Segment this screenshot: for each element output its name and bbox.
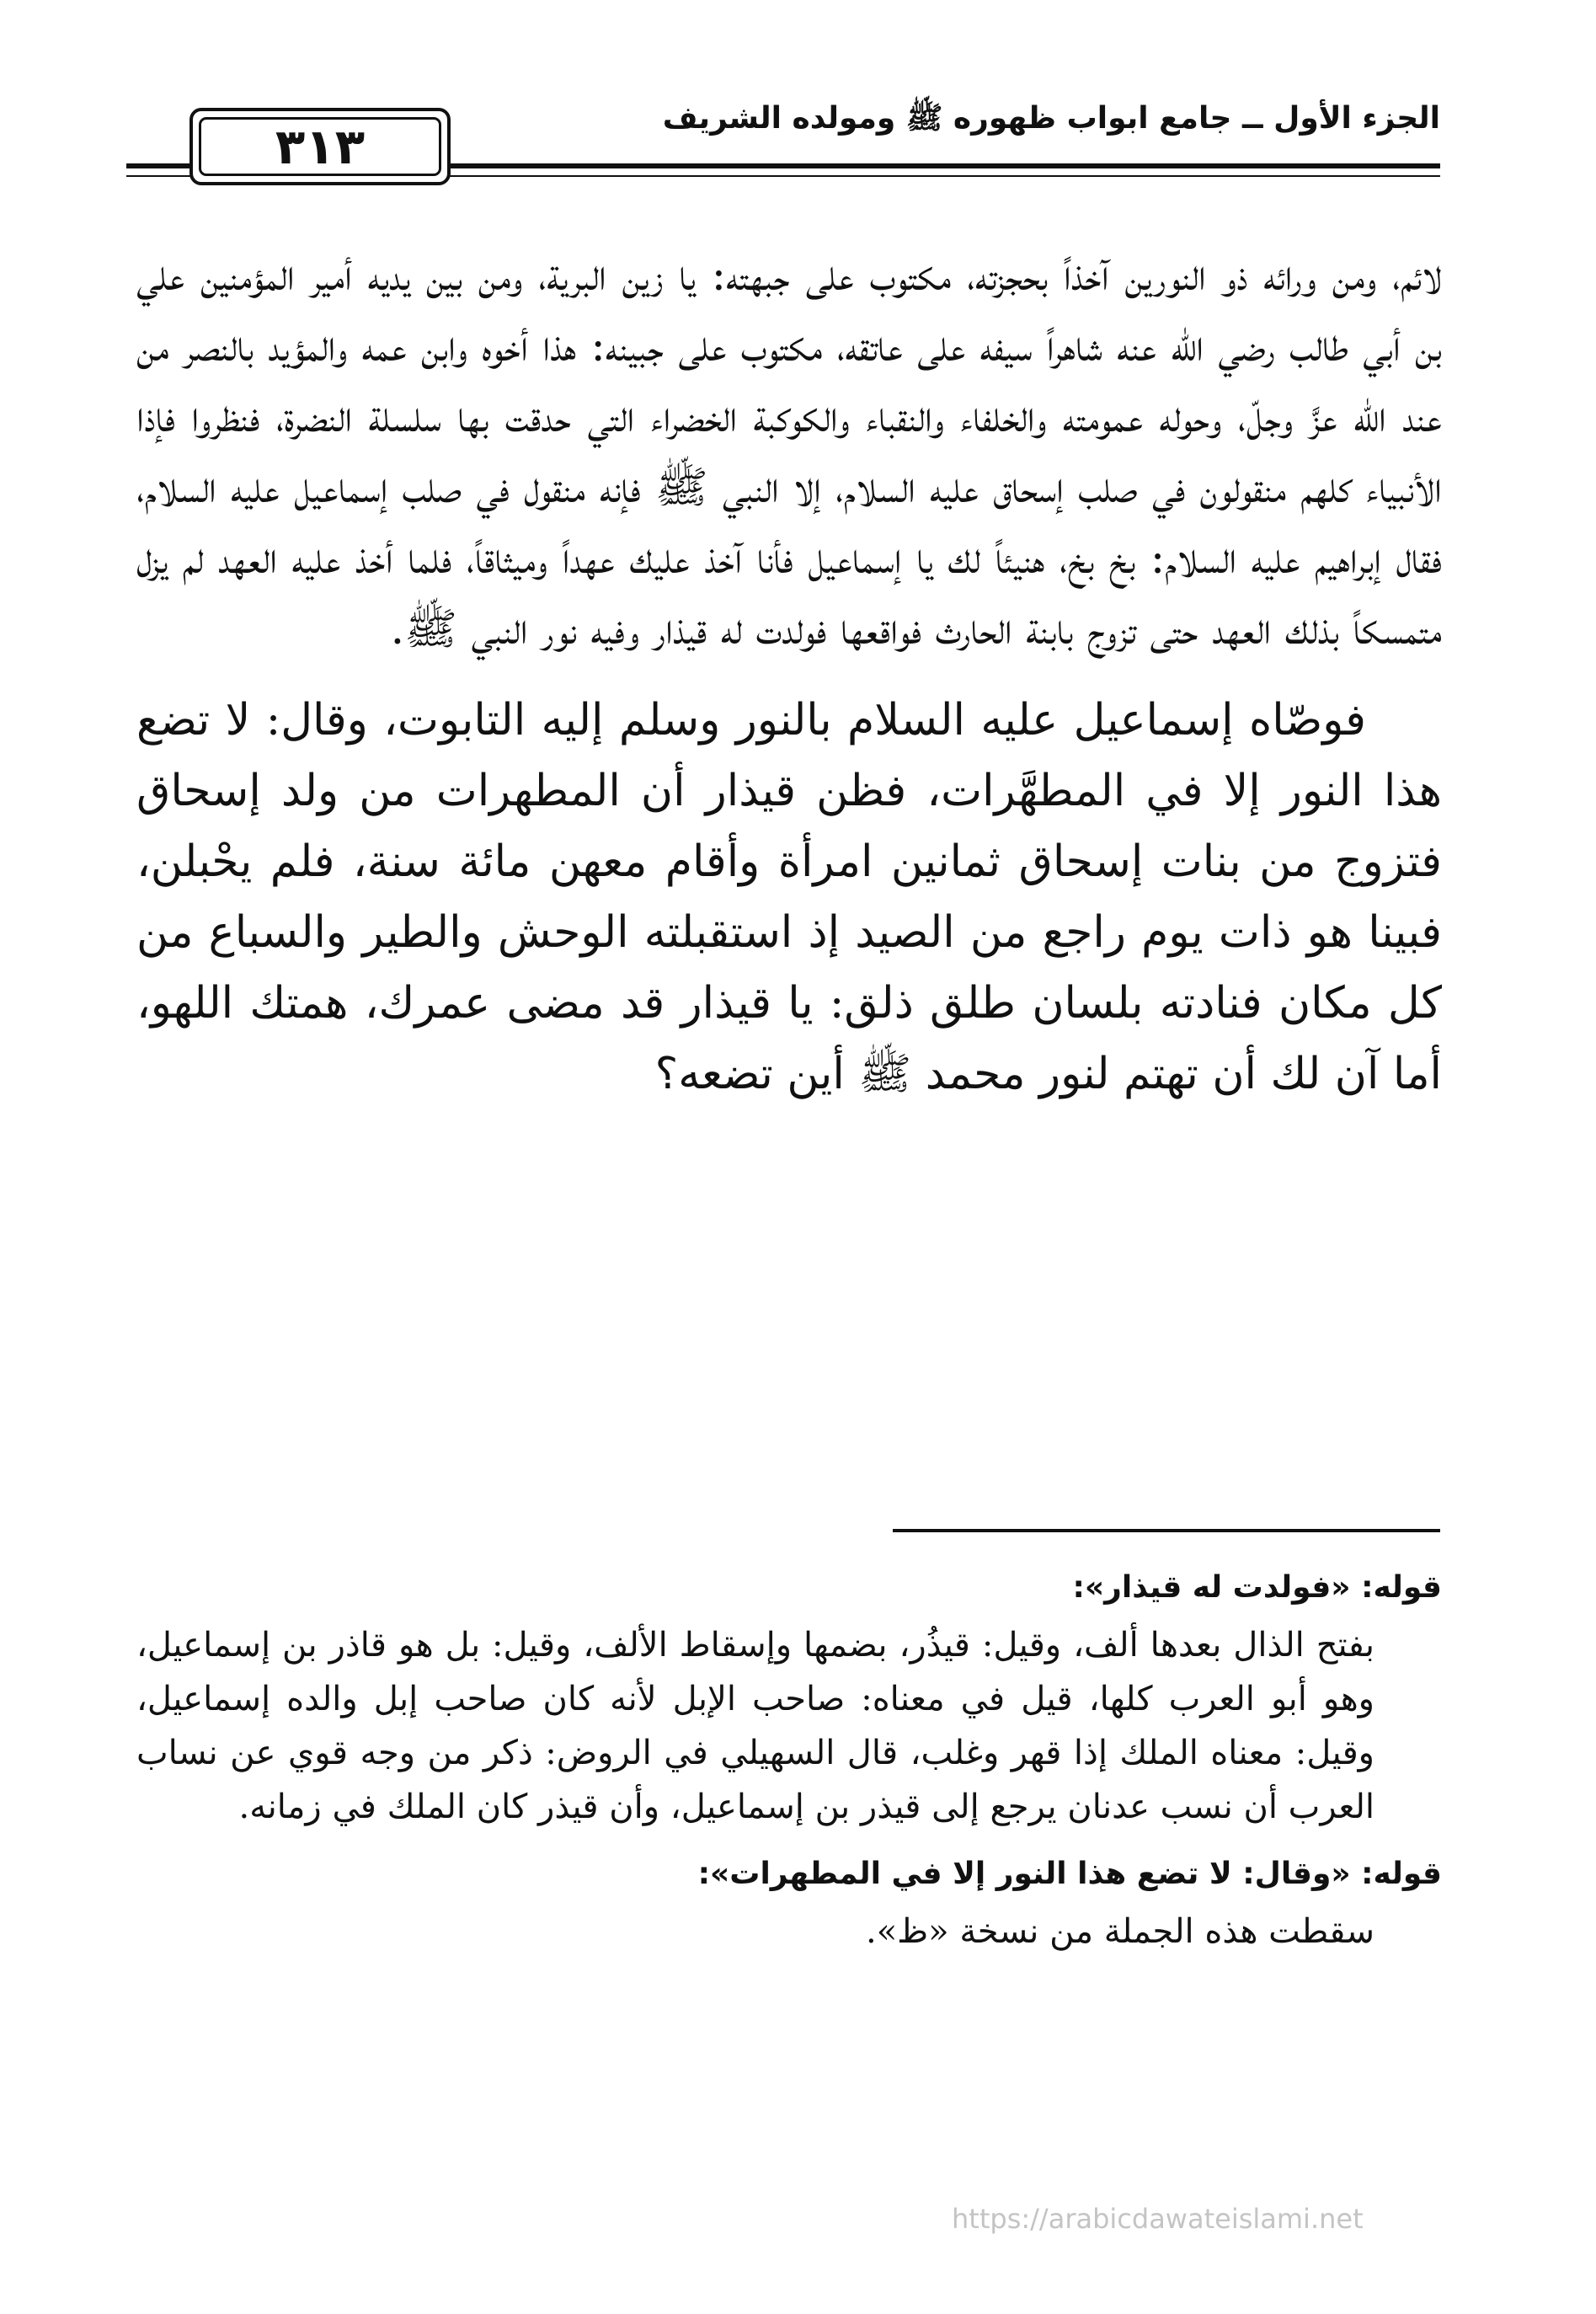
footnote-body: بفتح الذال بعدها ألف، وقيل: قيذُر، بضمها وإسقاط الألف، وقيل: بل هو قاذر بن إسماعيل، وهو أبو العرب كلها، قيل في معناه: صاحب الإبل لأنه كان صاحب إبل والده إسماعيل، وقيل: معناه الملك إذا قهر وغلب، قال السهيلي في الروض: ذكر من وجه قوي عن نساب العرب أن نسب عدنان يرجع إلى قيذر بن إسماعيل، وأن قيذر كان الملك في زمانه. bbox=[136, 1626, 1375, 1826]
page-header bbox=[126, 93, 1440, 202]
footnote-heading: قوله: «فولدت له قيذار»: bbox=[1072, 1570, 1442, 1605]
main-text bbox=[136, 240, 1442, 1130]
footnote-item bbox=[136, 1849, 1442, 1959]
footnote-item bbox=[136, 1563, 1442, 1834]
running-title: الجزء الأول ــ جامع ابواب ظهوره ﷺ ومولده الشريف bbox=[662, 101, 1440, 136]
footnote-heading: قوله: «وقال: لا تضع هذا النور إلا في المطهرات»: bbox=[697, 1857, 1442, 1891]
page-number-frame bbox=[189, 108, 451, 185]
watermark-url: https://arabicdawateislami.net bbox=[952, 2203, 1364, 2235]
page-number: ٣١٣ bbox=[275, 118, 366, 175]
footnote-separator bbox=[893, 1529, 1440, 1532]
footnotes bbox=[136, 1563, 1442, 1974]
main-paragraph-1: لائم، ومن ورائه ذو النورين آخذاً بحجزته، مكتوب على جبهته: يا زين البرية، ومن بين يديه أمير المؤمنين علي بن أبي طالب رضي الله عنه شاهراً سيفه على عاتقه، مكتوب على جبينه: هذا أخوه وابن عمه والمؤيد بالنصر من عند الله عزَّ وجلّ، وحوله عمومته والخلفاء والنقباء والكوكبة الخضراء التي حدقت بها سلسلة النضرة، فنظروا فإذا الأنبياء كلهم منقولون في صلب إسحاق عليه السلام، إلا النبي ﷺ فإنه منقول في صلب إسماعيل عليه السلام، فقال إبراهيم عليه السلام: بخ بخ، هنيئاً لك يا إسماعيل فأنا آخذ عليك عهداً وميثاقاً، فلما أخذ عليه العهد لم يزل متمسكاً بذلك العهد حتى تزوج بابنة الحارث فواقعها فولدت له قيذار وفيه نور النبي ﷺ. bbox=[136, 250, 1442, 655]
main-paragraph-2: فوصّاه إسماعيل عليه السلام بالنور وسلم إليه التابوت، وقال: لا تضع هذا النور إلا في المطهَّرات، فظن قيذار أن المطهرات من ولد إسحاق فتزوج من بنات إسحاق ثمانين امرأة وأقام معهن مائة سنة، فلم يحْبلن، فبينا هو ذات يوم راجع من الصيد إذ استقبلته الوحش والطير والسباع من كل مكان فنادته بلسان طلق ذلق: يا قيذار قد مضى عمرك، همتك اللهو، أما آن لك أن تهتم لنور محمد ﷺ أين تضعه؟ bbox=[136, 695, 1442, 1099]
footnote-body: سقطت هذه الجملة من نسخة «ظ». bbox=[865, 1912, 1374, 1951]
